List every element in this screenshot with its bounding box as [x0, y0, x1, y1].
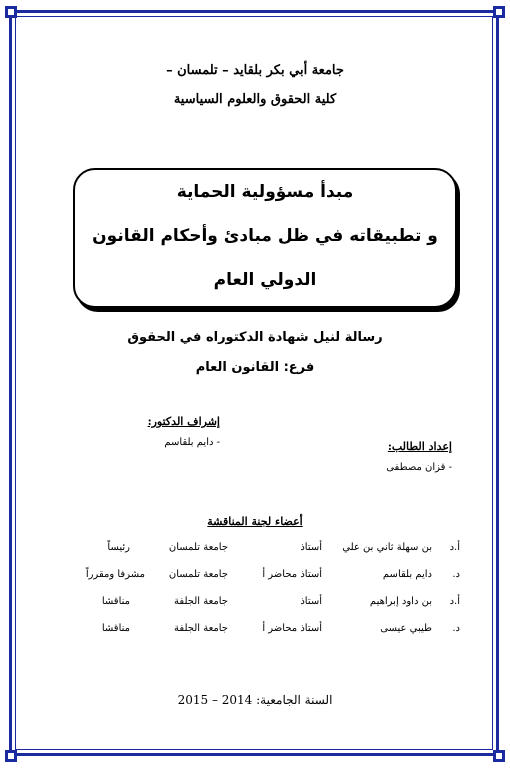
member-title: د.: [452, 623, 460, 634]
branch-line: فرع: القانون العام: [195, 360, 315, 375]
member-university: جامعة الجلفة: [174, 596, 228, 607]
member-title: د.: [452, 569, 460, 580]
member-role: مناقشا: [101, 596, 130, 607]
committee-label: أعضاء لجنة المناقشة: [207, 515, 303, 528]
committee-row: [60, 623, 460, 639]
member-role: مشرفا ومقرراً: [85, 569, 145, 580]
academic-year: السنة الجامعية: 2014 – 2015: [177, 693, 333, 707]
thesis-title-line-2: و تطبيقاته في ظل مبادئ وأحكام القانون: [92, 226, 438, 246]
supervisor-label: إشراف الدكتور:: [147, 415, 220, 428]
page-border-inner: [15, 16, 493, 750]
member-rank: أستاذ محاضر أ: [262, 623, 322, 634]
member-name: طيبي عيسى: [380, 623, 432, 634]
member-rank: أستاذ: [300, 542, 322, 553]
member-title: أ.د: [449, 542, 460, 553]
corner-ornament: [5, 6, 17, 18]
supervisor-name: - دايم بلقاسم: [164, 437, 220, 448]
member-name: بن داود إبراهيم: [369, 596, 432, 607]
member-rank: أستاذ محاضر أ: [262, 569, 322, 580]
committee-row: [60, 569, 460, 585]
member-university: جامعة تلمسان: [168, 569, 228, 580]
student-label: إعداد الطالب:: [387, 440, 452, 453]
corner-ornament: [493, 750, 505, 762]
thesis-title-box: [73, 168, 457, 308]
committee-row: [60, 596, 460, 612]
member-rank: أستاذ: [300, 596, 322, 607]
member-name: دايم بلقاسم: [382, 569, 432, 580]
member-university: جامعة تلمسان: [168, 542, 228, 553]
corner-ornament: [493, 6, 505, 18]
degree-line: رسالة لنيل شهادة الدكتوراه في الحقوق: [127, 330, 383, 345]
thesis-title-line-3: الدولي العام: [213, 270, 317, 290]
member-university: جامعة الجلفة: [174, 623, 228, 634]
university-name: جامعة أبي بكر بلقايد – تلمسان –: [166, 63, 344, 78]
corner-ornament: [5, 750, 17, 762]
member-role: مناقشا: [101, 623, 130, 634]
member-title: أ.د: [449, 596, 460, 607]
committee-row: [60, 542, 460, 558]
thesis-title-line-1: مبدأ مسؤولية الحماية: [176, 182, 354, 202]
faculty-name: كلية الحقوق والعلوم السياسية: [173, 92, 337, 107]
member-role: رئيساً: [107, 542, 130, 553]
student-name: - قزان مصطفى: [386, 462, 452, 473]
member-name: بن سهلة ثاني بن علي: [342, 542, 432, 553]
